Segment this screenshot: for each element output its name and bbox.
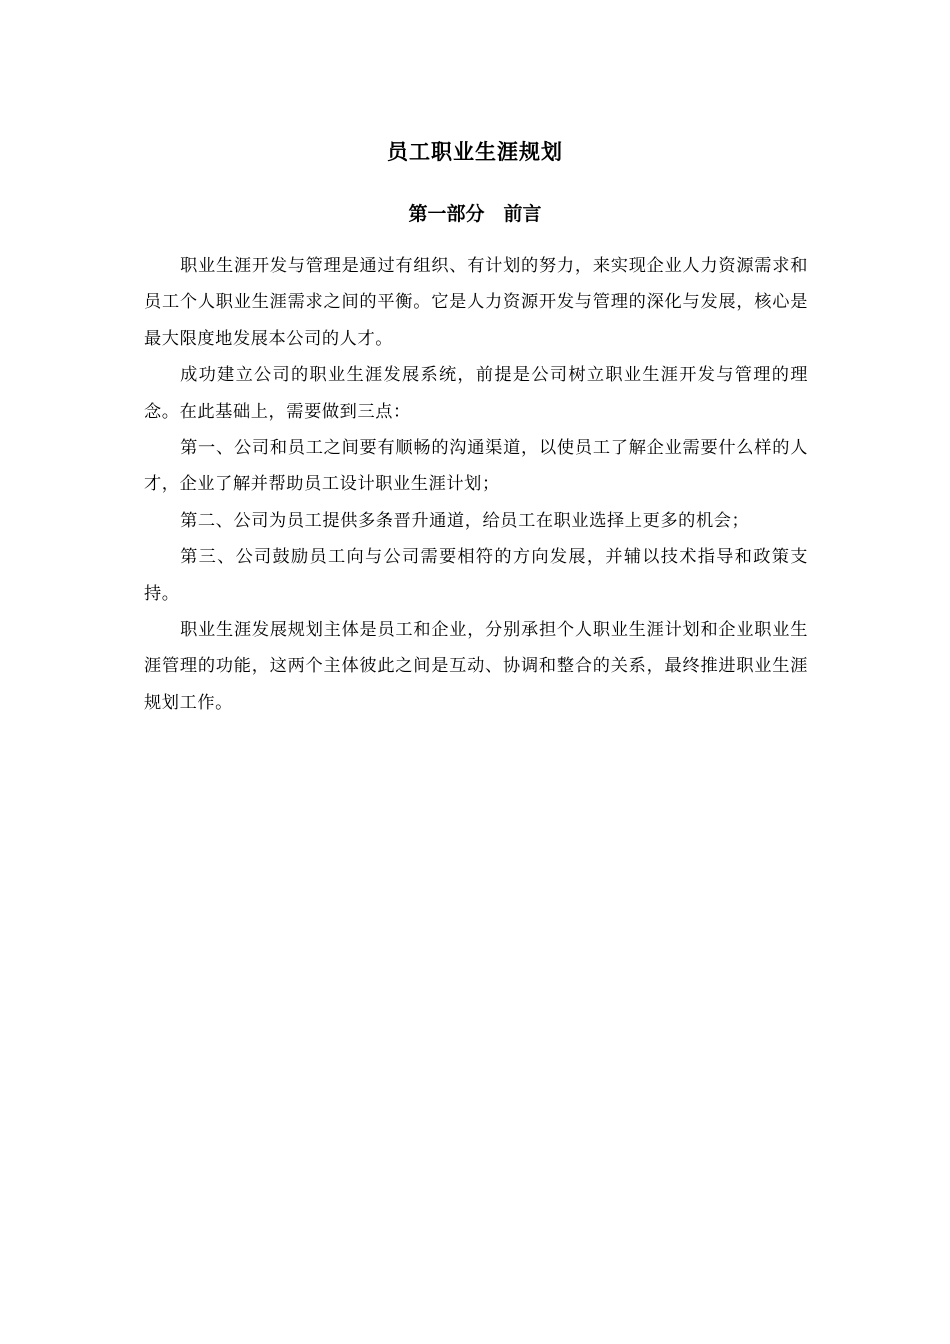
section-heading: 第一部分 前言 (408, 203, 542, 225)
paragraph: 第二、公司为员工提供多条晋升通道，给员工在职业选择上更多的机会； (180, 510, 750, 531)
document-body (144, 248, 808, 721)
paragraph: 第一、公司和员工之间要有顺畅的沟通渠道，以使员工了解企业需要什么样的人才，企业了解并帮助员工设计职业生涯计划； (144, 438, 808, 495)
paragraph: 第三、公司鼓励员工向与公司需要相符的方向发展，并辅以技术指导和政策支持。 (144, 547, 808, 604)
document-title: 员工职业生涯规划 (387, 139, 563, 164)
paragraph: 职业生涯发展规划主体是员工和企业，分别承担个人职业生涯计划和企业职业生涯管理的功能，这两个主体彼此之间是互动、协调和整合的关系，最终推进职业生涯规划工作。 (144, 620, 808, 713)
paragraph: 成功建立公司的职业生涯发展系统，前提是公司树立职业生涯开发与管理的理念。在此基础上，需要做到三点： (144, 365, 808, 422)
paragraph: 职业生涯开发与管理是通过有组织、有计划的努力，来实现企业人力资源需求和员工个人职业生涯需求之间的平衡。它是人力资源开发与管理的深化与发展，核心是最大限度地发展本公司的人才。 (144, 256, 808, 349)
